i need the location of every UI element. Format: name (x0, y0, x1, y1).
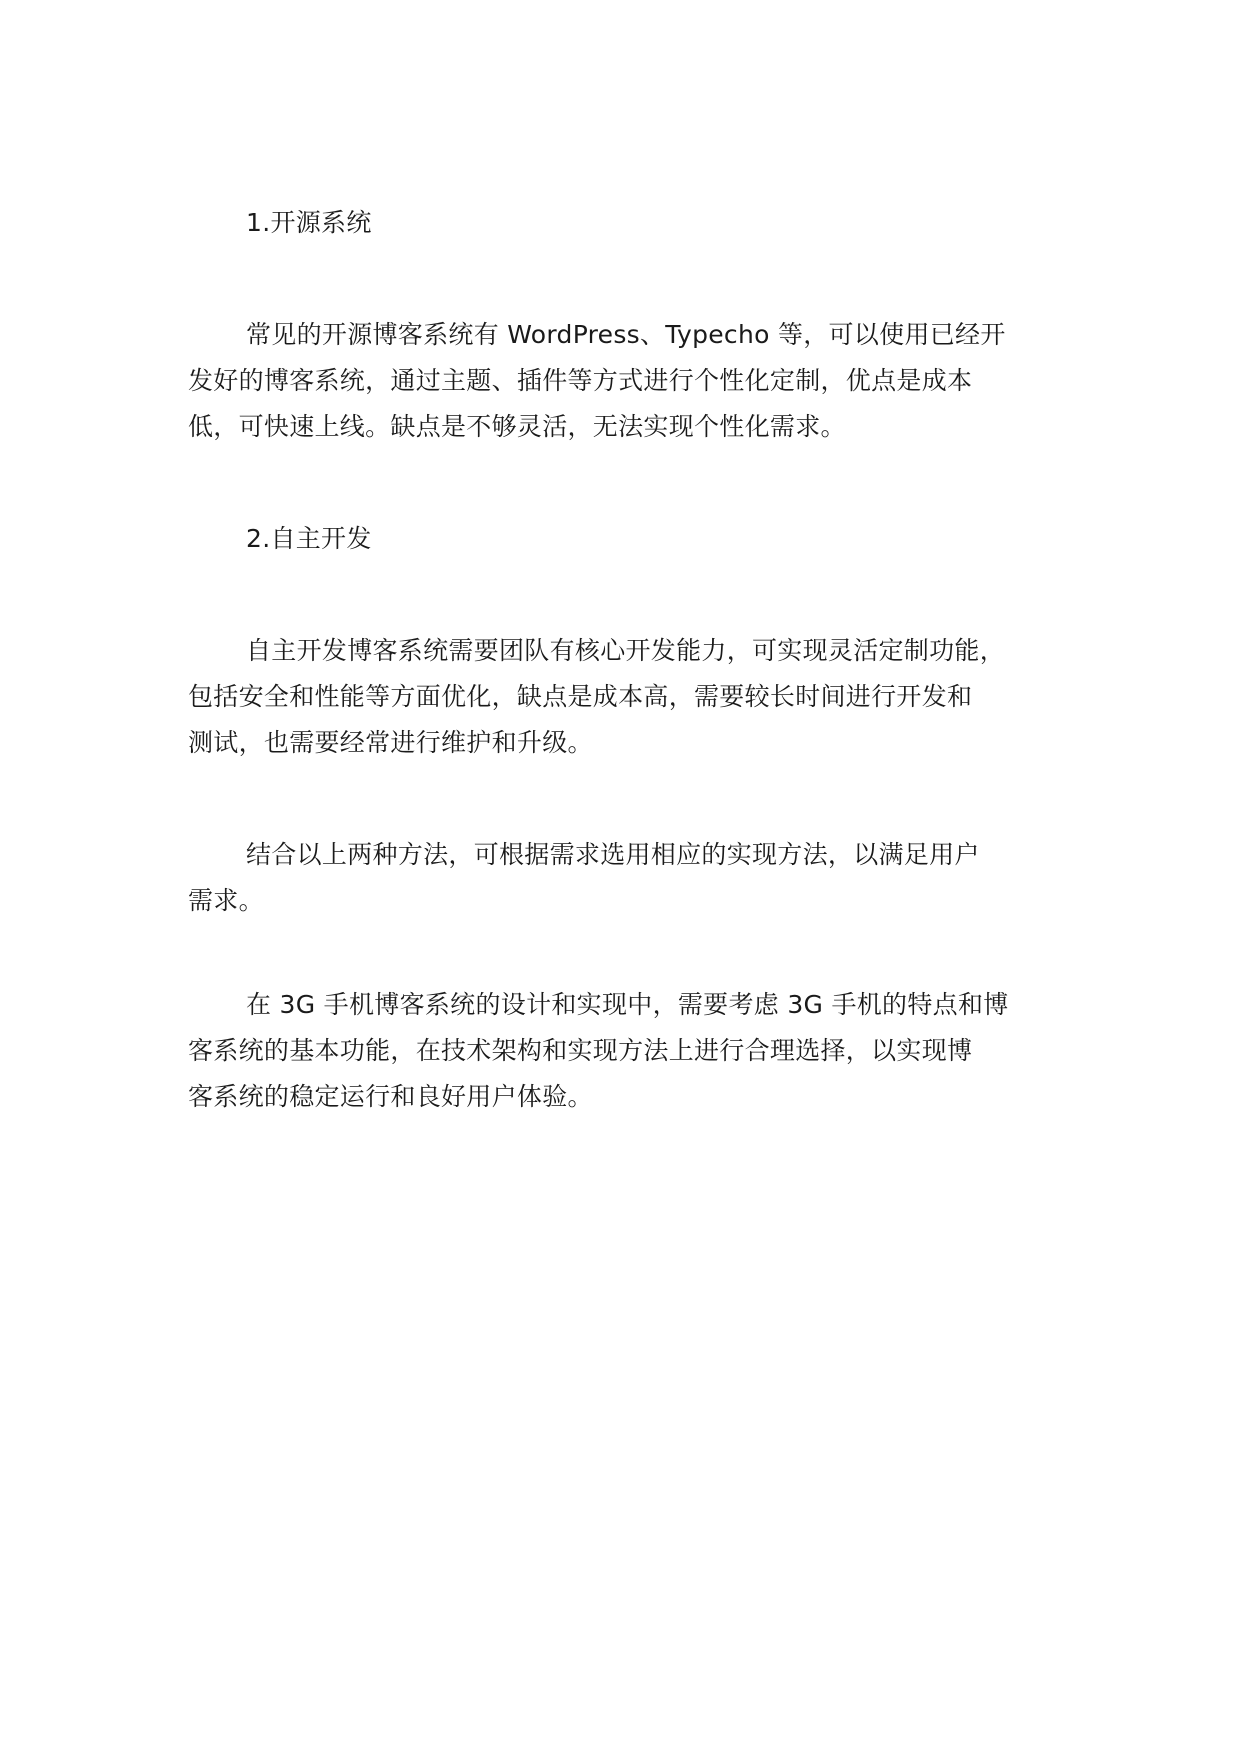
spacer (188, 450, 1088, 516)
text-line: 发好的博客系统，通过主题、插件等方式进行个性化定制，优点是成本 (188, 366, 973, 395)
text-line: 低，可快速上线。缺点是不够灵活，无法实现个性化需求。 (188, 412, 846, 441)
paragraph-open-source (188, 312, 1088, 450)
spacer (188, 246, 1088, 312)
spacer (188, 924, 1088, 982)
section-heading-open-source: 1.开源系统 (246, 208, 372, 237)
text-line: 在 3G 手机博客系统的设计和实现中，需要考虑 3G 手机的特点和博 (246, 990, 1009, 1019)
paragraph-summary (188, 832, 1088, 924)
spacer (188, 562, 1088, 628)
spacer (188, 766, 1088, 832)
paragraph-conclusion (188, 982, 1088, 1120)
text-line: 常见的开源博客系统有 WordPress、Typecho 等，可以使用已经开 (246, 320, 1006, 349)
text-line: 包括安全和性能等方面优化，缺点是成本高，需要较长时间进行开发和 (188, 682, 973, 711)
paragraph-self-developed (188, 628, 1088, 766)
text-line: 客系统的稳定运行和良好用户体验。 (188, 1082, 593, 1111)
text-line: 自主开发博客系统需要团队有核心开发能力，可实现灵活定制功能， (246, 636, 1006, 665)
text-line: 结合以上两种方法，可根据需求选用相应的实现方法，以满足用户 (246, 840, 980, 869)
section-heading-self-developed: 2.自主开发 (246, 524, 372, 553)
text-line: 需求。 (188, 886, 264, 915)
text-line: 客系统的基本功能，在技术架构和实现方法上进行合理选择，以实现博 (188, 1036, 973, 1065)
document-body (188, 200, 1088, 1120)
text-line: 测试，也需要经常进行维护和升级。 (188, 728, 593, 757)
